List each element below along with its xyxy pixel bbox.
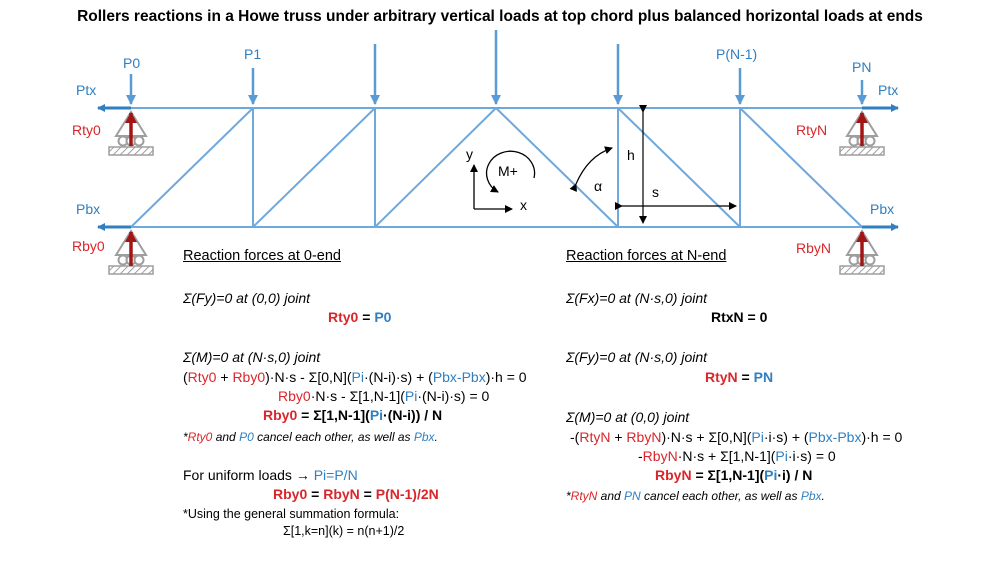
vertical-loads bbox=[131, 30, 862, 104]
label-p1: P1 bbox=[244, 46, 262, 62]
uniform-result: Rby0 = RbyN = P(N-1)/2N bbox=[273, 486, 439, 502]
label-rty0: Rty0 bbox=[72, 122, 101, 138]
label-alpha: α bbox=[594, 178, 603, 194]
label-h: h bbox=[627, 147, 635, 163]
right-moment-equation: Σ(M)=0 at (0,0) joint bbox=[566, 409, 690, 425]
right-moment-line-1: -(RtyN + RbyN)·N·s + Σ[0,N](Pi·i·s) + (Pbx-Pbx)·h = 0 bbox=[570, 429, 903, 445]
left-moment-line-1: (Rty0 + Rby0)·N·s - Σ[0,N](Pi·(N-i)·s) + (Pbx-Pbx)·h = 0 bbox=[183, 369, 527, 385]
label-pn1: P(N-1) bbox=[716, 46, 758, 62]
label-rby0: Rby0 bbox=[72, 238, 105, 254]
uniform-loads-line: For uniform loads → Pi=P/N bbox=[183, 467, 358, 483]
left-rby0-result: Rby0 = Σ[1,N-1](Pi·(N-i)) / N bbox=[263, 407, 443, 423]
left-moment-line-2: Rby0·N·s - Σ[1,N-1](Pi·(N-i)·s) = 0 bbox=[278, 388, 490, 404]
summation-note: *Using the general summation formula: bbox=[183, 507, 400, 521]
label-moment: M+ bbox=[498, 163, 518, 179]
right-note: *RtyN and PN cancel each other, as well as Pbx. bbox=[566, 489, 825, 503]
left-rty0-result: Rty0 = P0 bbox=[328, 309, 392, 325]
left-note: *Rty0 and P0 cancel each other, as well as Pbx. bbox=[183, 430, 438, 444]
label-rbyn: RbyN bbox=[796, 240, 832, 256]
diagonal-member bbox=[253, 108, 375, 227]
right-rbyn-result: RbyN = Σ[1,N-1](Pi·i) / N bbox=[655, 467, 813, 483]
label-ptx-right: Ptx bbox=[878, 82, 899, 98]
reaction-arrows bbox=[131, 113, 862, 266]
label-rtyn: RtyN bbox=[796, 122, 828, 138]
label-pbx-left: Pbx bbox=[76, 201, 101, 217]
label-x-axis: x bbox=[520, 197, 527, 213]
right-fx-equation: Σ(Fx)=0 at (N·s,0) joint bbox=[566, 290, 708, 306]
heading-0-end: Reaction forces at 0-end bbox=[183, 248, 341, 264]
diagonal-member bbox=[618, 108, 740, 227]
left-fy-equation: Σ(Fy)=0 at (0,0) joint bbox=[183, 290, 311, 306]
summation-formula: Σ[1,k=n](k) = n(n+1)/2 bbox=[283, 524, 405, 538]
label-y-axis: y bbox=[466, 146, 473, 162]
label-pn: PN bbox=[852, 59, 872, 75]
label-pbx-right: Pbx bbox=[870, 201, 895, 217]
right-rtyn-result: RtyN = PN bbox=[705, 369, 774, 385]
label-p0: P0 bbox=[123, 55, 141, 71]
right-moment-line-2: -RbyN·N·s + Σ[1,N-1](Pi·i·s) = 0 bbox=[638, 448, 836, 464]
right-fy-equation: Σ(Fy)=0 at (N·s,0) joint bbox=[566, 349, 708, 365]
heading-n-end: Reaction forces at N-end bbox=[566, 248, 727, 264]
label-ptx-left: Ptx bbox=[76, 82, 97, 98]
diagram-title: Rollers reactions in a Howe truss under arbitrary vertical loads at top chord plus balanced horizontal loads at ends bbox=[77, 8, 923, 25]
left-moment-equation: Σ(M)=0 at (N·s,0) joint bbox=[183, 349, 321, 365]
label-s: s bbox=[652, 184, 659, 200]
diagonal-member bbox=[131, 108, 253, 227]
right-rtxn-result: RtxN = 0 bbox=[711, 309, 768, 325]
